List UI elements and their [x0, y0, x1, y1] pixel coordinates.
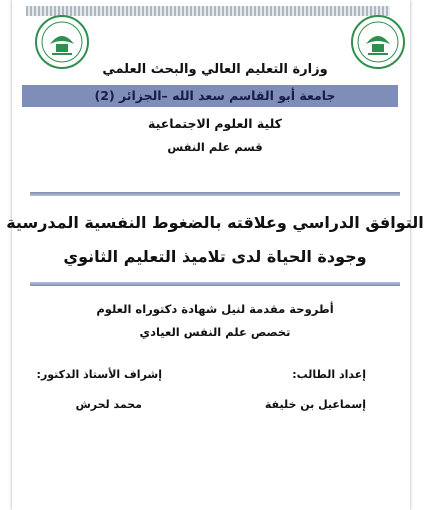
supervisor-name: محمد لحرش	[75, 398, 142, 411]
ministry-name: وزارة التعليم العالي والبحث العلمي	[102, 62, 328, 77]
thesis-title-line-2: وجودة الحياة لدى تلاميذ التعليم الثانوي	[63, 247, 367, 266]
thesis-description: أطروحة مقدمة لنيل شهادة دكتوراه العلوم	[96, 302, 334, 316]
title-rule-top	[30, 192, 400, 196]
title-rule-bottom	[30, 282, 400, 286]
thesis-title-line-1: التوافق الدراسي وعلاقته بالضغوط النفسية المدرسية	[6, 213, 424, 232]
student-label: إعداد الطالب:	[292, 368, 366, 381]
specialization: تخصص علم النفس العيادي	[139, 325, 291, 339]
student-name: إسماعيل بن خليفة	[264, 398, 366, 411]
department-name: قسم علم النفس	[167, 140, 263, 154]
faculty-name: كلية العلوم الاجتماعية	[148, 116, 282, 131]
university-name: جامعة أبو القاسم سعد الله –الجزائر (2)	[94, 88, 336, 103]
supervisor-label: إشراف الأستاذ الدكتور:	[36, 368, 162, 381]
